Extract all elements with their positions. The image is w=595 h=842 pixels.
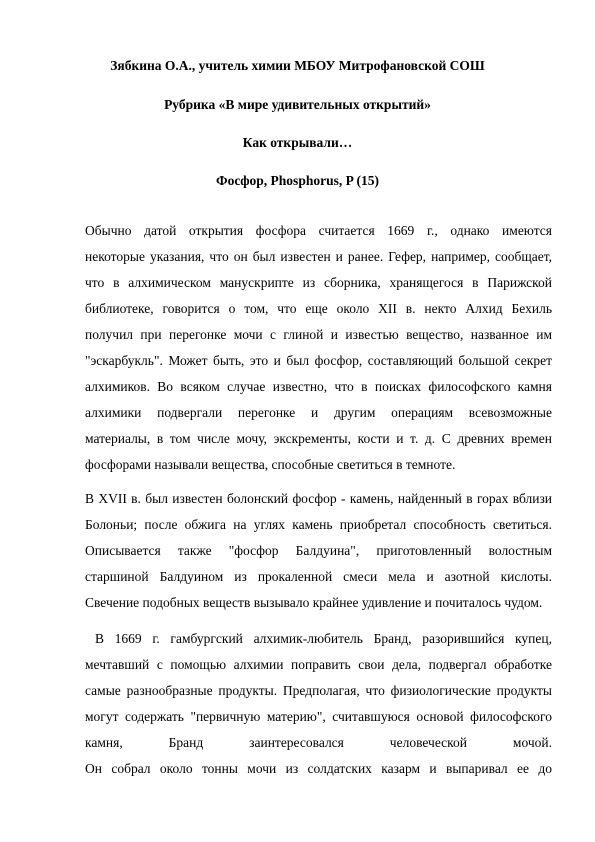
text-line: Обычно датой открытия фосфора считается 1669 г., однако имеются <box>85 223 552 238</box>
paragraph <box>85 626 552 782</box>
text-line: Он собрал около тонны мочи из солдатских казарм и выпаривал ее до <box>85 761 552 776</box>
author-line: Зябкина О.А., учитель химии МБОУ Митрофановской СОШ <box>110 58 485 73</box>
text-line: самые разнообразные продукты. Предполагая, что физиологические продукты <box>85 683 552 698</box>
text-line: получил при перегонке мочи с глиной и известью вещество, названное им <box>85 327 552 342</box>
text-line: В XVII в. был известен болонский фосфор - камень, найденный в горах вблизи <box>85 491 552 506</box>
rubric-line: Рубрика «В мире удивительных открытий» <box>164 97 431 112</box>
text-line: старшиной Балдуином из прокаленной смеси мела и азотной кислоты. <box>85 569 552 584</box>
text-line: что в алхимическом манускрипте из сборника, хранящегося в Парижской <box>85 275 552 290</box>
text-line: материалы, в том числе мочу, экскременты, кости и т. д. С древних времен <box>85 431 552 446</box>
paragraph <box>85 218 552 478</box>
text-line: камня, Бранд заинтересовался человеческой мочой. <box>85 735 552 750</box>
text-line: "эскарбукль". Может быть, это и был фосфор, составляющий большой секрет <box>85 353 552 368</box>
text-line: некоторые указания, что он был известен и ранее. Гефер, например, сообщает, <box>85 249 552 264</box>
text-line: мечтавший с помощью алхимии поправить свои дела, подвергал обработке <box>85 657 552 672</box>
text-line: Болоньи; после обжига на углях камень приобретал способность светиться. <box>85 517 552 532</box>
text-line: библиотеке, говорится о том, что еще около XII в. некто Алхид Бехиль <box>85 301 552 316</box>
text-line: В 1669 г. гамбургский алхимик-любитель Бранд, разорившийся купец, <box>95 631 552 646</box>
text-line: Свечение подобных веществ вызывало крайнее удивление и почиталось чудом. <box>85 595 543 610</box>
subtitle-line: Как открывали… <box>242 135 353 150</box>
text-line: алхимики подвергали перегонке и другим операциям всевозможные <box>85 405 552 420</box>
text-line: Описывается также "фосфор Балдуина", приготовленный волостным <box>85 543 552 558</box>
title-line: Фосфор, Phosphorus, P (15) <box>216 173 379 188</box>
text-line: алхимиков. Во всяком случае известно, что в поисках философского камня <box>85 379 552 394</box>
text-line: могут содержать "первичную материю", считавшуюся основой философского <box>85 709 552 724</box>
text-line: фосфорами называли вещества, способные светиться в темноте. <box>85 457 456 472</box>
paragraph <box>85 486 552 616</box>
